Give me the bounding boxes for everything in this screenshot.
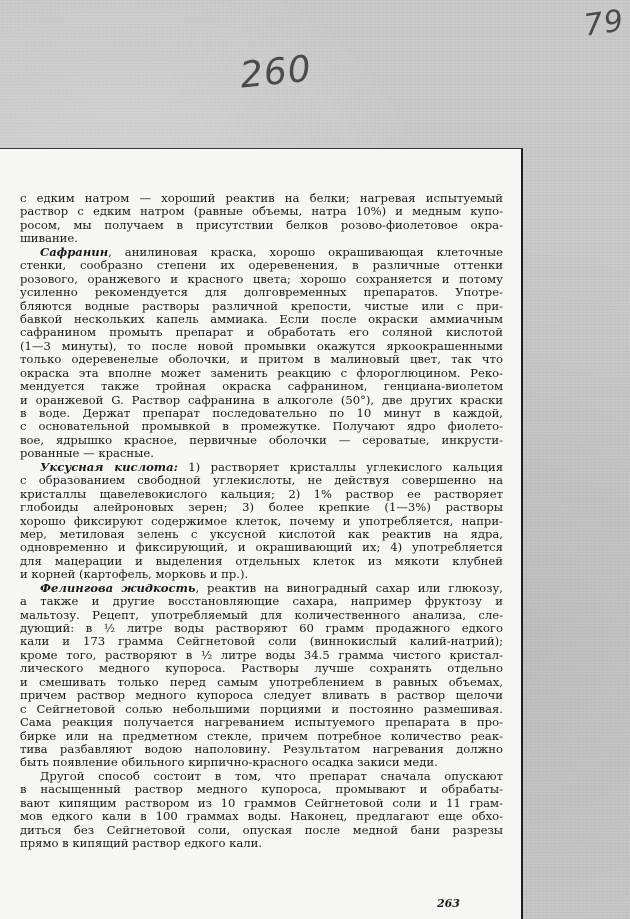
text-line: дующий: в ½ литре воды растворяют 60 грамм продажного едкого	[20, 621, 503, 635]
term-fehling-solution: Фелингова жидкость	[40, 580, 196, 595]
text-line: и оранжевой G. Раствор сафранина в алкоголе (50°), две других краски	[20, 392, 503, 407]
term-acetic-acid: Уксусная кислота:	[40, 459, 178, 474]
text-line: в воде. Держат препарат последовательно по 10 минут в каждой,	[20, 406, 503, 420]
handwritten-archive-number: 260	[238, 48, 314, 97]
paragraph-alternative-method	[20, 770, 503, 851]
text-line: мер, метиловая зелень с уксусной кислотой как реактив на ядра,	[20, 526, 503, 541]
text-line: а также и другие восстановляющие сахара, например фруктозу и	[20, 594, 503, 609]
page-number: 263	[437, 897, 460, 910]
text-line: только одеревенелые оболочки, и притом в малиновый цвет, так что	[20, 352, 503, 367]
book-page	[0, 148, 523, 919]
text-line: глобоиды алейроновых зерен; 3) более крепкие (1—3%) растворы	[20, 500, 503, 515]
text-line: сафранином промыть препарат и обработать его соляной кислотой	[20, 325, 503, 340]
text-line: раствор с едким натром (равные объемы, натра 10%) и медным купо-	[20, 204, 503, 219]
text-line: прямо в кипящий раствор едкого кали.	[20, 836, 263, 850]
text-line: с основательной промывкой в промежутке. Получают ядро фиолето-	[20, 419, 503, 434]
text-line: кали и 173 грамма Сейгнетовой соли (виннокислый калий-натрий);	[20, 634, 503, 649]
text-line: быть появление обильного кирпично-красного осадка закиси меди.	[20, 755, 438, 770]
text-line: мальтозу. Рецепт, употребляемый для количественного анализа, сле-	[20, 607, 503, 622]
text-line: хорошо фиксируют содержимое клеток, почему и употребляется, напри-	[20, 513, 503, 528]
paragraph-acetic-acid	[20, 461, 503, 582]
text-line: причем раствор медного купороса следует вливать в раствор щелочи	[20, 688, 503, 703]
paragraph-safranin	[20, 246, 503, 461]
text-line: росом, мы получаем в присутствии белков розово-фиолетовое окра-	[20, 217, 503, 232]
text-line: вое, ядрышко красное, первичные оболочки — сероватые, инкрусти-	[20, 432, 503, 447]
text-line: мов едкого кали в 100 граммах воды. Наконец, предлагают еще обхо-	[20, 809, 503, 824]
text-line	[20, 246, 503, 259]
text-fragment: , реактив на виноградный сахар или глюкозу,	[195, 580, 503, 595]
text-fragment: 1) растворяет кристаллы углекислого кальция	[177, 459, 504, 474]
text-line: бляются водные растворы различной крепости, чистые или с при-	[20, 298, 503, 313]
text-line: кристаллы щавелевокислого кальция; 2) 1% раствор ее растворяет	[20, 486, 503, 501]
text-line: и корней (картофель, морковь и пр.).	[20, 567, 249, 582]
text-line: бавкой нескольких капель аммиака. Если после окраски аммиачным	[20, 311, 503, 326]
text-line	[20, 582, 503, 595]
text-line: вают кипящим раствором из 10 граммов Сейгнетовой соли и 11 грам-	[20, 795, 503, 810]
text-line: розового, оранжевого и красного цвета; хорошо сохраняется и потому	[20, 271, 503, 286]
handwritten-folio-number: 79	[581, 3, 627, 44]
text-fragment: , анилиновая краска, хорошо окрашивающая клеточные	[108, 244, 503, 259]
text-line: с Сейгнетовой солью небольшими порциями и постоянно размешивая.	[20, 701, 503, 716]
text-line: (1—3 минуты), то после новой промывки окажутся яркоокрашенными	[20, 338, 503, 353]
text-line: усиленно рекомендуется для долговременных препаратов. Употре-	[20, 285, 503, 300]
text-line: для мацерации и выделения отдельных клеток из мякоти клубней	[20, 553, 503, 568]
text-line: с едким натром — хороший реактив на белки; нагревая испытуемый	[20, 191, 503, 205]
paragraph-fehling-solution	[20, 582, 503, 770]
text-line: диться без Сейгнетовой соли, опуская после медной бани разрезы	[20, 822, 503, 837]
text-line: кроме того, растворяют в ½ литре воды 34.5 грамма чистого кристал-	[20, 647, 503, 662]
text-line: окраска эта вполне может заменить реакцию с флороглюцином. Реко-	[20, 365, 503, 380]
term-safranin: Сафранин	[40, 244, 109, 259]
text-line: Сама реакция получается нагреванием испытуемого препарата в про-	[20, 715, 503, 730]
page-body-text	[20, 192, 503, 850]
text-line: в насыщенный раствор медного купороса, промывают и обрабаты-	[20, 782, 503, 797]
text-line: шивание.	[20, 231, 78, 246]
text-line: мендуется также тройная окраска сафранином, генциана-виолетом	[20, 379, 503, 394]
text-line: и смешивать только перед самым употреблением в равных объемах,	[20, 674, 503, 689]
text-line	[20, 461, 503, 474]
text-line: стенки, сообразно степени их одеревенения, в различные оттенки	[20, 258, 503, 273]
text-line: Другой способ состоит в том, что препарат сначала опускают	[40, 768, 503, 783]
text-line: бирке или на предметном стекле, причем потребное количество реак-	[20, 728, 503, 743]
text-line: рованные — красные.	[20, 446, 154, 461]
text-line: одновременно и фиксирующий, и окрашивающий их; 4) употребляется	[20, 540, 503, 555]
paragraph-biuret-continuation	[20, 192, 503, 246]
text-line: тива разбавляют водою наполовину. Результатом нагревания должно	[20, 741, 503, 756]
text-line: с образованием свободной углекислоты, не действуя совершенно на	[20, 473, 503, 488]
text-line: лического медного купороса. Растворы лучше сохранять отдельно	[20, 661, 503, 676]
